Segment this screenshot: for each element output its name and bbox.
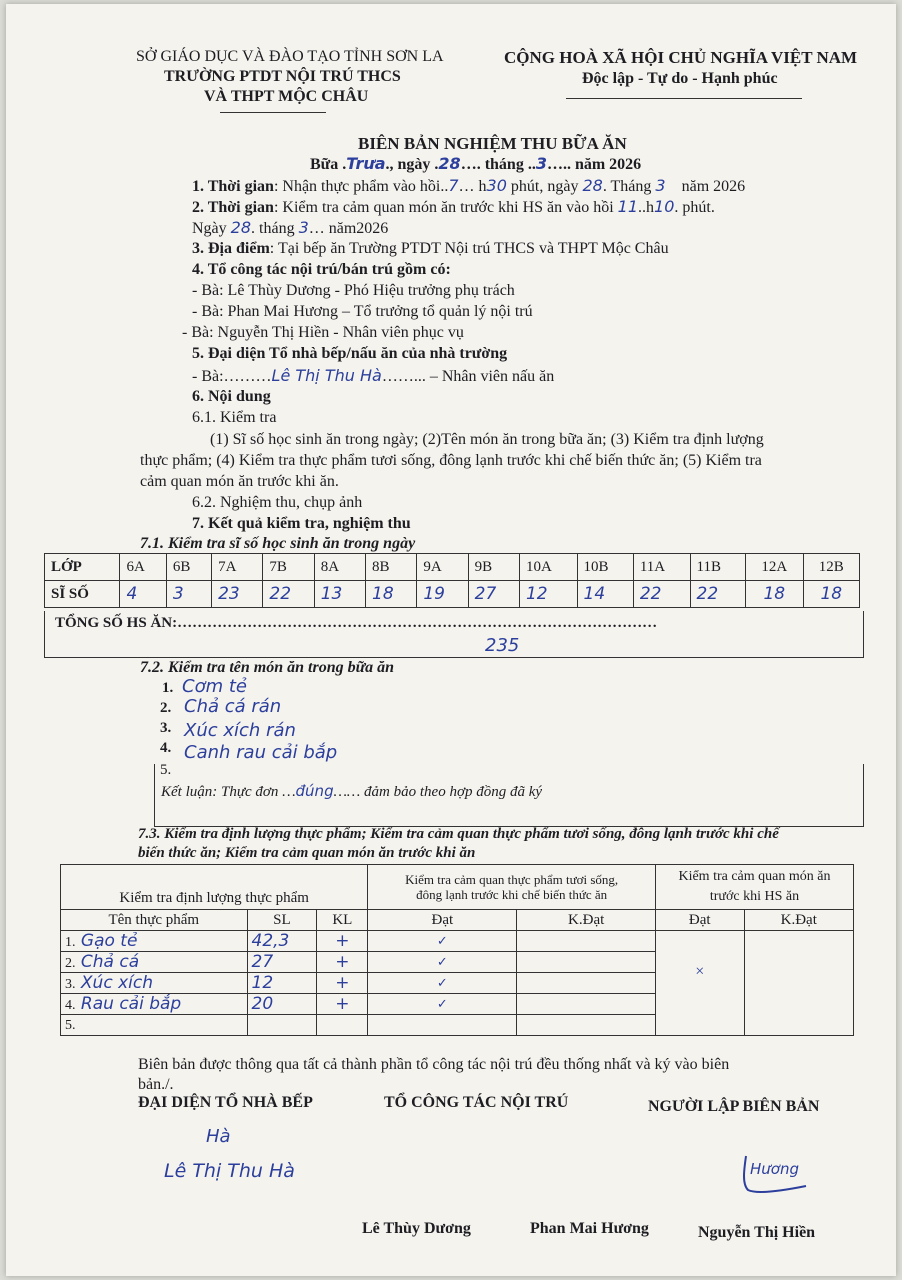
kitchen-signature-short: Hà — [206, 1126, 231, 1147]
dat-cell — [368, 1015, 517, 1036]
dat-cell: ✓ — [368, 994, 517, 1015]
food-name-cell: 2. Chả cá — [61, 952, 248, 973]
food-name-cell: 3. Xúc xích — [61, 973, 248, 994]
dish-num: 3. — [160, 720, 172, 736]
col-dat: Đạt — [368, 910, 517, 931]
col-kdat: K.Đạt — [517, 910, 656, 931]
member-line: - Bà: Lê Thùy Dương - Phó Hiệu trưởng phụ trách — [192, 282, 515, 299]
org-line2: TRƯỜNG PTDT NỘI TRÚ THCS — [164, 68, 401, 85]
month-value: 3 — [535, 154, 547, 173]
dish-num: 5. — [160, 762, 172, 778]
count-cell: 19 — [417, 581, 468, 608]
kl-cell: + — [317, 994, 368, 1015]
count-cell: 22 — [690, 581, 745, 608]
col-kdat2: K.Đạt — [744, 910, 853, 931]
dish-name: Canh rau cải bắp — [184, 742, 338, 763]
item6-para-line3: cảm quan món ăn trước khi ăn. — [140, 473, 339, 490]
dish-name: Cơm tẻ — [182, 676, 247, 697]
count-cell: 23 — [212, 581, 263, 608]
total-value: 235 — [485, 635, 520, 656]
s71-title: 7.1. Kiểm tra sĩ số học sinh ăn trong ngày — [140, 535, 416, 552]
item6-para-line2: thực phẩm; (4) Kiểm tra thực phẩm tươi sống, đông lạnh trước khi chế biến thức ăn; (5) Kiểm tra — [140, 452, 762, 469]
signer-name: Phan Mai Hương — [530, 1220, 649, 1237]
sl-cell: 42,3 — [247, 931, 317, 952]
dish-num: 1. — [162, 680, 174, 696]
item2-date-line: Ngày 28. tháng 3… năm2026 — [192, 218, 389, 237]
class-label: LỚP — [45, 554, 120, 581]
item6-sub1: 6.1. Kiểm tra — [192, 409, 277, 426]
class-cell: 12B — [803, 554, 859, 581]
col-dat2: Đạt — [655, 910, 744, 931]
kl-cell: + — [317, 952, 368, 973]
closing-line1: Biên bản được thông qua tất cả thành phần tổ công tác nội trú đều thống nhất và ký vào biên — [138, 1056, 730, 1073]
meal-line: Bữa .Trưa., ngày .28…. tháng ..3….. năm 2026 — [310, 154, 642, 173]
item5-label: 5. Đại diện Tổ nhà bếp/nấu ăn của nhà trường — [192, 345, 508, 362]
count-cell: 13 — [314, 581, 365, 608]
conclusion-value: đúng — [295, 782, 334, 800]
org-line1: SỞ GIÁO DỤC VÀ ĐÀO TẠO TỈNH SƠN LA — [136, 48, 444, 65]
s73-title-line2: biến thức ăn; Kiểm tra cảm quan món ăn trước khi ăn — [138, 845, 476, 861]
item6-para-line1: (1) Sĩ số học sinh ăn trong ngày; (2)Tên món ăn trong bữa ăn; (3) Kiểm tra định lượng — [210, 431, 764, 448]
kdat-cell — [517, 1015, 656, 1036]
count-cell: 4 — [120, 581, 166, 608]
food-name-cell: 1. Gạo tẻ — [61, 931, 248, 952]
kl-cell — [317, 1015, 368, 1036]
count-cell: 18 — [803, 581, 859, 608]
kitchen-sign-title: ĐẠI DIỆN TỔ NHÀ BẾP — [138, 1094, 313, 1111]
table-row — [61, 931, 854, 952]
class-cell: 6A — [120, 554, 166, 581]
dat-cell: ✓ — [368, 931, 517, 952]
closing-line2: bản./. — [138, 1076, 174, 1093]
sensory-kdat-cell — [744, 931, 853, 1036]
col-kl: KL — [317, 910, 368, 931]
item1-line: 1. Thời gian: Nhận thực phẩm vào hồi..7… h30 phút, ngày 28. Tháng 3 năm 2026 — [192, 176, 746, 195]
author-sign-title: NGƯỜI LẬP BIÊN BẢN — [648, 1098, 820, 1115]
dish-num: 4. — [160, 740, 172, 756]
count-cell: 22 — [263, 581, 314, 608]
col-name: Tên thực phẩm — [61, 910, 248, 931]
col-sl: SL — [247, 910, 317, 931]
kl-cell: + — [317, 973, 368, 994]
count-cell: 27 — [468, 581, 519, 608]
dat-cell: ✓ — [368, 952, 517, 973]
sl-cell: 27 — [247, 952, 317, 973]
day-value: 28 — [438, 154, 461, 173]
sensory-dat-cell: × — [655, 931, 744, 1036]
group3-header: Kiểm tra cảm quan món ăn trước khi HS ăn — [655, 865, 853, 910]
signer-name: Lê Thùy Dương — [362, 1220, 471, 1237]
class-cell: 8B — [366, 554, 417, 581]
motto-underline — [566, 98, 802, 99]
team-sign-title: TỔ CÔNG TÁC NỘI TRÚ — [384, 1094, 569, 1111]
dish-name: Xúc xích rán — [184, 720, 296, 741]
count-cell: 18 — [366, 581, 417, 608]
class-row — [45, 554, 860, 581]
count-label: SĨ SỐ — [45, 581, 120, 608]
s72-title: 7.2. Kiểm tra tên món ăn trong bữa ăn — [140, 659, 395, 676]
conclusion-line: Kết luận: Thực đơn …đúng…… đảm bảo theo hợp đồng đã ký — [161, 782, 543, 800]
item7-label: 7. Kết quả kiểm tra, nghiệm thu — [192, 515, 411, 532]
org-underline — [220, 112, 326, 113]
class-cell: 10B — [577, 554, 633, 581]
kdat-cell — [517, 973, 656, 994]
count-row — [45, 581, 860, 608]
food-name-cell: 4. Rau cải bắp — [61, 994, 248, 1015]
attendance-table — [44, 553, 860, 608]
dish-num: 2. — [160, 700, 172, 716]
group2-header: Kiểm tra cảm quan thực phẩm tươi sống, đông lạnh trước khi chế biến thức ăn — [368, 865, 656, 910]
dish-name: Chả cá rán — [184, 696, 282, 717]
count-cell: 12 — [519, 581, 577, 608]
class-cell: 12A — [746, 554, 804, 581]
sl-cell — [247, 1015, 317, 1036]
member-line: - Bà: Phan Mai Hương – Tổ trưởng tổ quản lý nội trú — [192, 303, 533, 320]
class-cell: 11A — [633, 554, 690, 581]
food-check-table — [60, 864, 854, 1036]
group1-header: Kiểm tra định lượng thực phẩm — [61, 865, 368, 910]
count-cell: 3 — [166, 581, 211, 608]
dat-cell: ✓ — [368, 973, 517, 994]
document-page — [6, 4, 896, 1276]
class-cell: 7A — [212, 554, 263, 581]
conclusion-box — [154, 764, 864, 827]
kdat-cell — [517, 994, 656, 1015]
motto: Độc lập - Tự do - Hạnh phúc — [582, 70, 778, 87]
item4-label: 4. Tổ công tác nội trú/bán trú gồm có: — [192, 261, 451, 278]
doc-title: BIÊN BẢN NGHIỆM THU BỮA ĂN — [358, 134, 627, 153]
column-header-row — [61, 910, 854, 931]
group-header-row — [61, 865, 854, 910]
member-line: - Bà: Nguyễn Thị Hiền - Nhân viên phục vụ — [182, 324, 464, 341]
kdat-cell — [517, 952, 656, 973]
sl-cell: 12 — [247, 973, 317, 994]
count-cell: 14 — [577, 581, 633, 608]
count-cell: 18 — [746, 581, 804, 608]
total-box — [44, 611, 864, 658]
org-line3: VÀ THPT MỘC CHÂU — [204, 88, 369, 105]
food-name-cell: 5. — [61, 1015, 248, 1036]
class-cell: 9A — [417, 554, 468, 581]
author-signature: Hương — [750, 1160, 799, 1178]
s73-title-line1: 7.3. Kiểm tra định lượng thực phẩm; Kiểm tra cảm quan thực phẩm tươi sống, đông lạnh trước khi chế — [138, 826, 779, 842]
kdat-cell — [517, 931, 656, 952]
nation-title: CỘNG HOÀ XÃ HỘI CHỦ NGHĨA VIỆT NAM — [504, 48, 858, 67]
author-signature-stroke — [736, 1150, 816, 1200]
item6-label: 6. Nội dung — [192, 388, 271, 405]
meal-value: Trưa — [346, 154, 386, 173]
count-cell: 22 — [633, 581, 690, 608]
class-cell: 11B — [690, 554, 745, 581]
class-cell: 8A — [314, 554, 365, 581]
cook-name: Lê Thị Thu Hà — [271, 366, 382, 385]
item2-line: 2. Thời gian: Kiểm tra cảm quan món ăn trước khi HS ăn vào hồi 11..h10. phút. — [192, 197, 715, 216]
signer-name: Nguyễn Thị Hiền — [698, 1224, 816, 1241]
class-cell: 7B — [263, 554, 314, 581]
item6-sub2: 6.2. Nghiệm thu, chụp ảnh — [192, 494, 363, 511]
kl-cell: + — [317, 931, 368, 952]
total-label: TỔNG SỐ HS ĂN:…………………………………………………………………………………… — [55, 615, 658, 631]
class-cell: 6B — [166, 554, 211, 581]
class-cell: 10A — [519, 554, 577, 581]
class-cell: 9B — [468, 554, 519, 581]
item5-line: - Bà:………Lê Thị Thu Hà……... – Nhân viên nấu ăn — [192, 366, 555, 385]
item3-line: 3. Địa điểm: Tại bếp ăn Trường PTDT Nội trú THCS và THPT Mộc Châu — [192, 240, 669, 257]
sl-cell: 20 — [247, 994, 317, 1015]
kitchen-signature-full: Lê Thị Thu Hà — [164, 1160, 295, 1182]
